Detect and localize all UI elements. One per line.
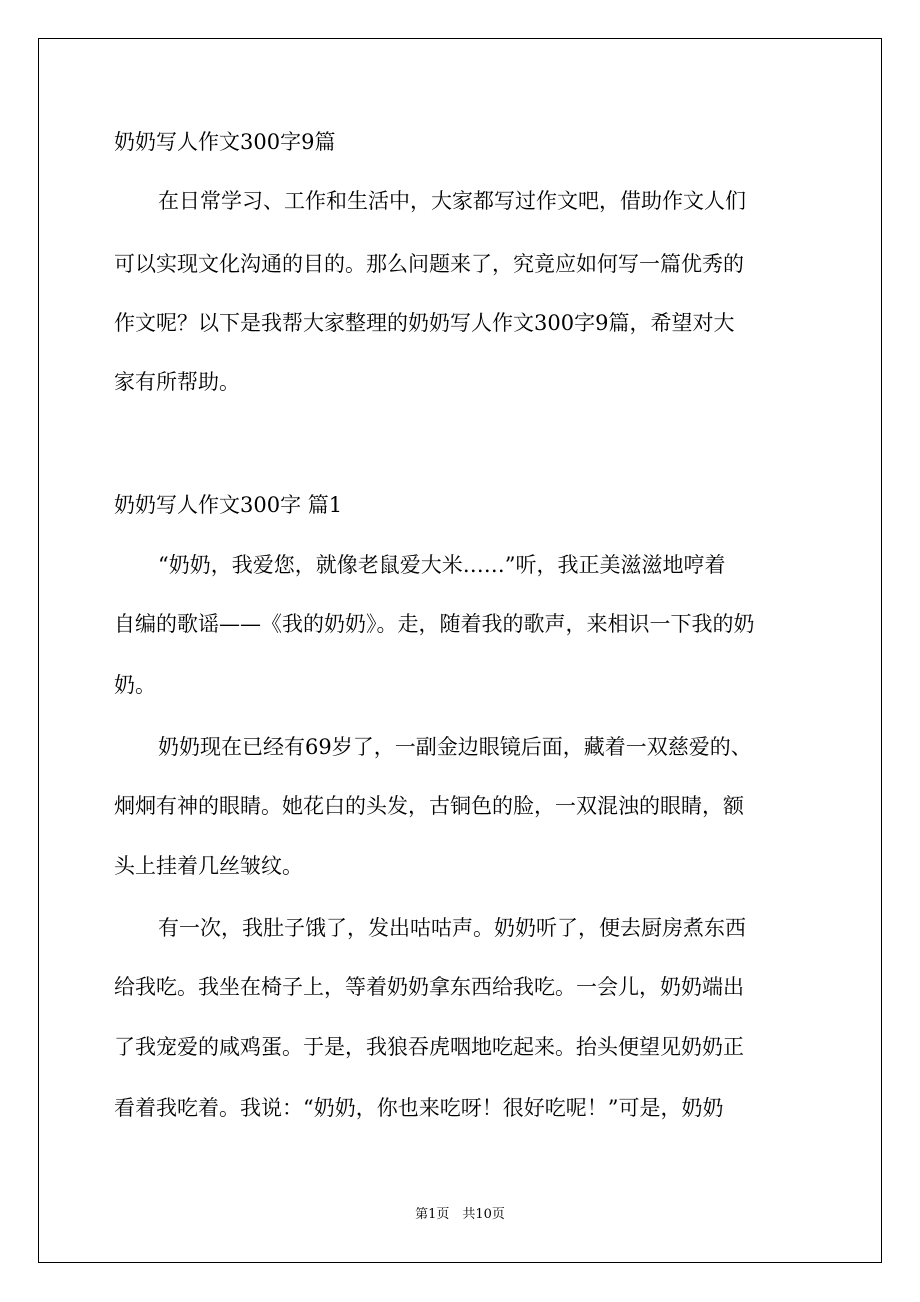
paragraph2-line-1: 奶奶现在已经有69岁了，一副金边眼镜后面，藏着一双慈爱的、 (158, 735, 752, 759)
paragraph1-line-2: 自编的歌谣——《我的奶奶》。走，随着我的歌声，来相识一下我的奶 (114, 612, 755, 636)
paragraph2-line-2: 炯炯有神的眼睛。她花白的头发，古铜色的脸，一双混浊的眼睛，额 (114, 794, 744, 818)
intro-line-4: 家有所帮助。 (114, 370, 240, 394)
paragraph2-line-3: 头上挂着几丝皱纹。 (114, 854, 303, 878)
paragraph3-line-1: 有一次，我肚子饿了，发出咕咕声。奶奶听了，便去厨房煮东西 (158, 916, 746, 940)
page-border (38, 38, 882, 1263)
document-title: 奶奶写人作文300字9篇 (114, 130, 336, 154)
page-number-footer: 第1页 共10页 (415, 1207, 505, 1222)
paragraph3-line-2: 给我吃。我坐在椅子上，等着奶奶拿东西给我吃。一会儿，奶奶端出 (114, 975, 744, 999)
paragraph3-line-4: 看着我吃着。我说：“奶奶，你也来吃呀！很好吃呢！”可是，奶奶 (114, 1096, 724, 1120)
paragraph1-line-1: “奶奶，我爱您，就像老鼠爱大米……”听，我正美滋滋地哼着 (158, 553, 726, 577)
paragraph1-line-3: 奶。 (114, 673, 156, 697)
intro-line-2: 可以实现文化沟通的目的。那么问题来了，究竟应如何写一篇优秀的 (114, 252, 744, 276)
section-heading: 奶奶写人作文300字 篇1 (114, 493, 343, 517)
paragraph3-line-3: 了我宠爱的咸鸡蛋。于是，我狼吞虎咽地吃起来。抬头便望见奶奶正 (114, 1035, 744, 1059)
intro-line-1: 在日常学习、工作和生活中，大家都写过作文吧，借助作文人们 (158, 189, 746, 213)
intro-line-3: 作文呢？以下是我帮大家整理的奶奶写人作文300字9篇，希望对大 (114, 311, 735, 335)
